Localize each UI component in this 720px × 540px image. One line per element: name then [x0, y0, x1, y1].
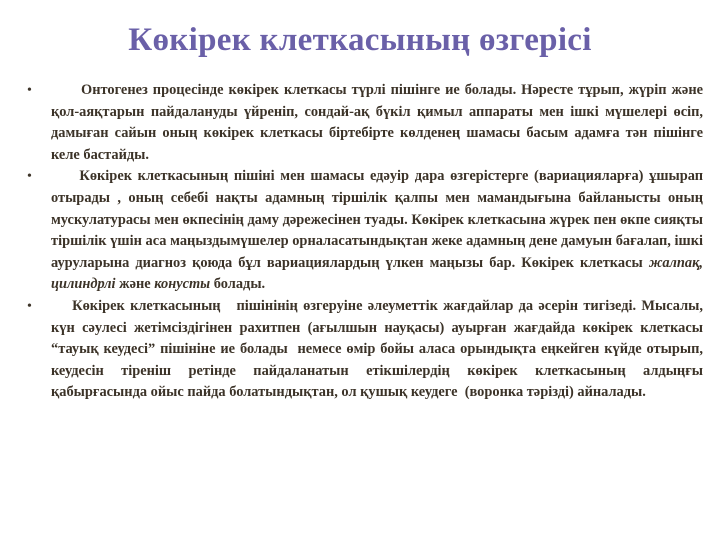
paragraph-text: Көкірек клеткасының пішінінің өзгеруіне әлеуметтік жағдайлар да әсерін тигізеді. Мысалы, күн сәулесі жетімсіздігінен рахитпен (ағылшын науқасы) ауырған жағдайда көкірек клеткасы “тауық кеудесі” пішініне ие болады немесе өмір бойы аласа орындықта еңкейген күйде отырып, кеудесін тіреніш ретінде пайдаланатын етікшілердің көкірек клеткасының алдыңғы қабырғасында ойыс пайда болатындықтан, ол қушық кеудеге (воронка тәрізді) айналады.	[51, 297, 711, 401]
list-item	[27, 80, 707, 166]
italic-term: конусты	[154, 276, 211, 293]
bullet-list	[27, 80, 711, 404]
bullet-icon: •	[27, 298, 32, 314]
paragraph-text: Көкірек клеткасының пішіні мен шамасы едәуір дара өзгерістерге (вариацияларға) ұшырап отырады , оның себебі нақты адамның тіршілік қалпы мен мамандығына байланысты оның мускулатурасы мен өкпесінің даму дәрежесінен туады. Көкірек клеткасына жүрек пен өкпе сияқты тіршілік үшін аса маңыздымүшелер орналасатындықтан жеке адамның дене дамуын бағалап, ішкі ауруларына диагноз қоюда бұл вариациялардың үлкен маңызы бар. Көкірек клеткасы	[51, 168, 707, 271]
paragraph-text: және	[115, 276, 155, 293]
italic-term: жалпақ, цилиндрлі	[51, 254, 703, 293]
paragraph-text: болады.	[210, 276, 266, 293]
list-item	[27, 296, 711, 404]
paragraph-text: Онтогенез процесінде көкірек клеткасы түрлі пішінге ие болады. Нәресте тұрып, жүріп және қол-аяқтарын пайдалануды үйреніп, сондай-ақ бүкіл қимыл аппараты мен ішкі мүшелері өсіп, дамыған сайын оның көкірек клеткасы біртебірте көлденең шамасы басым адамға тән пішінге келе бастайды.	[51, 82, 707, 163]
list-item	[27, 166, 707, 296]
paragraph-social-factors	[51, 296, 711, 404]
bullet-icon: •	[27, 83, 32, 98]
paragraph-ontogenesis	[51, 80, 707, 166]
paragraph-variations	[51, 166, 707, 296]
slide-title: Көкірек клеткасының өзгерісі	[128, 22, 592, 58]
bullet-icon: •	[27, 169, 32, 185]
